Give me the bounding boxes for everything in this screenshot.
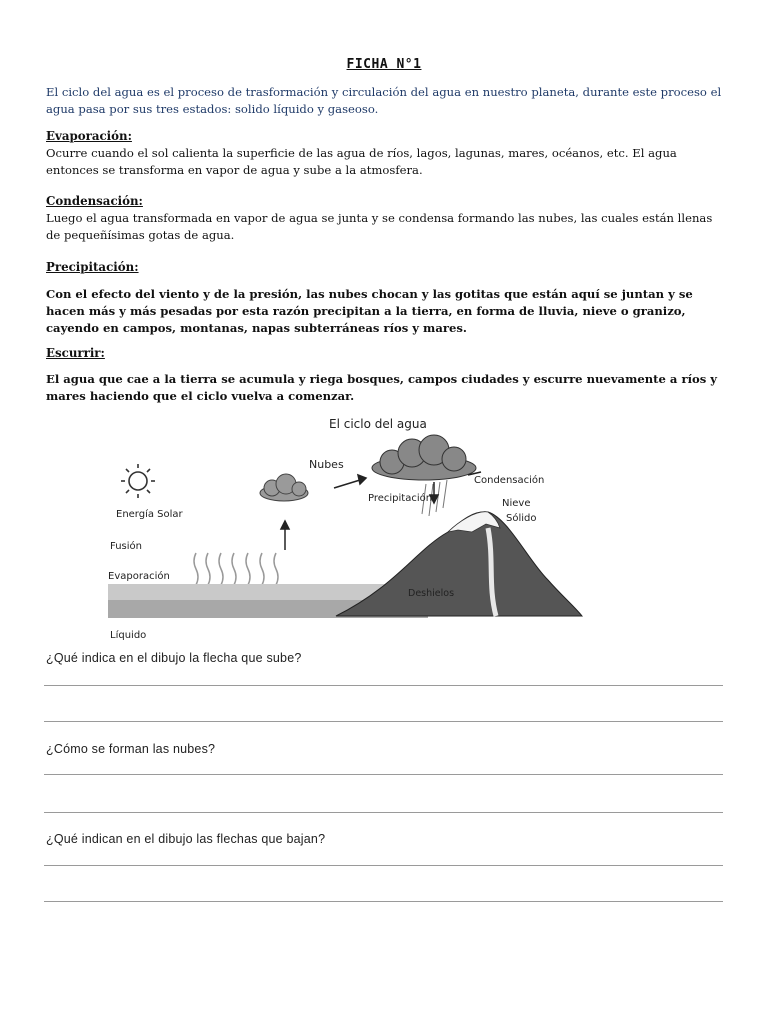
- label-fusion: Fusión: [110, 541, 142, 552]
- question-2: ¿Cómo se forman las nubes?: [46, 742, 216, 756]
- answer-line[interactable]: [44, 774, 723, 775]
- section-runoff-heading: [46, 345, 726, 362]
- section-heading: Evaporación:: [46, 129, 132, 143]
- label-solid: Sólido: [506, 513, 537, 524]
- water-cycle-diagram: [96, 410, 592, 646]
- intro-paragraph: El ciclo del agua es el proceso de trasformación y circulación del agua en nuestro planeta, durante este proceso el agua pasa por sus tres estados: solido líquido y gaseoso.: [46, 85, 722, 116]
- section-text: Con el efecto del viento y de la presión, las nubes chocan y las gotitas que están aquí se juntan y se hacen más y más pesadas por esta razón precipitan a la tierra, en forma de lluvia, nieve o granizo, cayendo en campos, montanas, napas subterráneas ríos y mares.: [46, 287, 693, 335]
- answer-line[interactable]: [44, 721, 723, 722]
- question-1: ¿Qué indica en el dibujo la flecha que sube?: [46, 651, 302, 665]
- section-precipitation: [46, 286, 726, 337]
- section-precipitation-heading: [46, 259, 726, 276]
- label-clouds: Nubes: [309, 458, 344, 471]
- sun-icon: [121, 464, 155, 498]
- diagram-title: El ciclo del agua: [329, 417, 427, 431]
- answer-line[interactable]: [44, 812, 723, 813]
- label-condensation: Condensación: [474, 475, 545, 486]
- answer-line[interactable]: [44, 685, 723, 686]
- label-thaw: Deshielos: [408, 588, 455, 599]
- section-text: El agua que cae a la tierra se acumula y riega bosques, campos ciudades y escurre nuevamente a ríos y mares haciendo que el ciclo vuelva a comenzar.: [46, 372, 718, 403]
- label-evaporation: Evaporación: [108, 571, 170, 582]
- cloud-icon: [260, 474, 308, 501]
- answer-line[interactable]: [44, 865, 723, 866]
- label-precipitation: Precipitación: [368, 493, 433, 504]
- vapour-icon: [194, 553, 278, 585]
- section-evaporation: [46, 128, 726, 179]
- section-heading: Escurrir:: [46, 346, 105, 360]
- section-text: Ocurre cuando el sol calienta la superficie de las agua de ríos, lagos, lagunas, mares, océanos, etc. El agua entonces se transforma en vapor de agua y sube a la atmosfera.: [46, 146, 677, 177]
- question-3: ¿Qué indican en el dibujo las flechas que bajan?: [46, 832, 326, 846]
- worksheet-title: FICHA N°1: [346, 57, 422, 72]
- section-heading: Condensación:: [46, 194, 143, 208]
- label-solar-energy: Energía Solar: [116, 509, 183, 520]
- label-liquid: Líquido: [110, 630, 147, 641]
- label-snow: Nieve: [502, 498, 531, 509]
- section-condensation: [46, 193, 726, 244]
- answer-line[interactable]: [44, 901, 723, 902]
- mountain-icon: [336, 512, 582, 616]
- rain-cloud-icon: [372, 435, 476, 480]
- section-heading: Precipitación:: [46, 260, 139, 274]
- section-text: Luego el agua transformada en vapor de agua se junta y se condensa formando las nubes, las cuales están llenas de pequeñísimas gotas de agua.: [46, 211, 713, 242]
- section-runoff: [46, 371, 726, 405]
